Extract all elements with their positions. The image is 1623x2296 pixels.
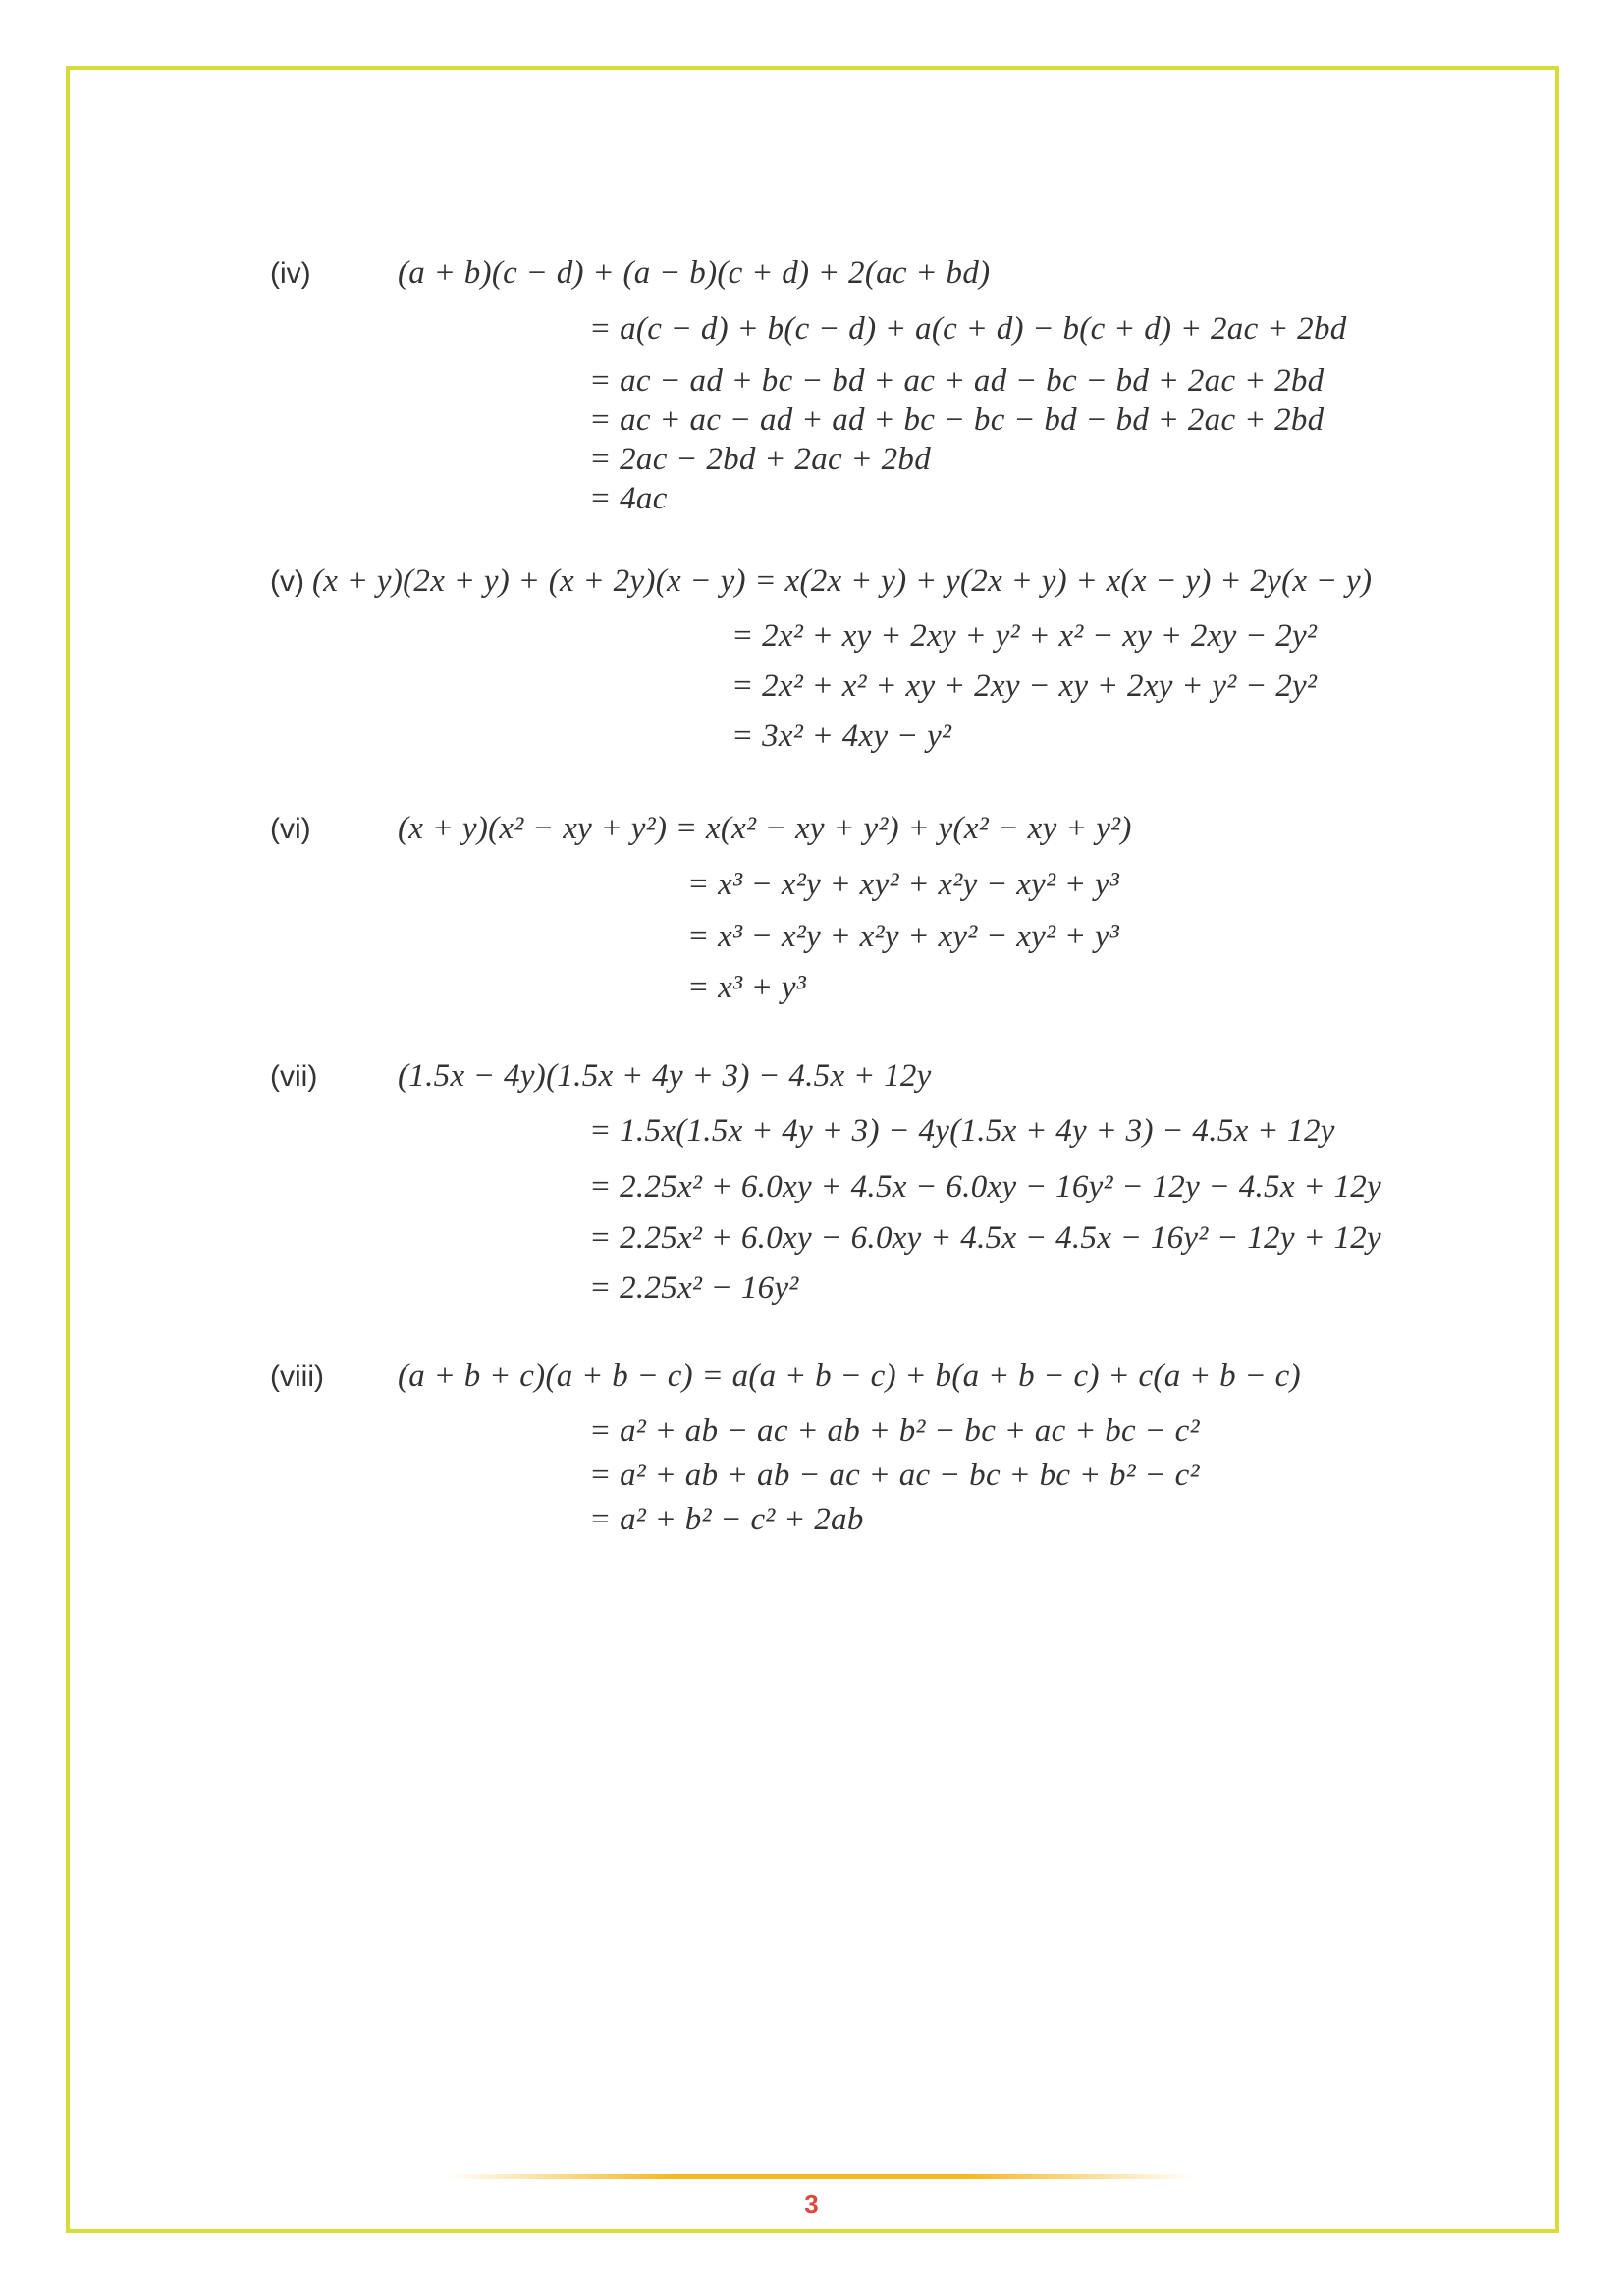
problem-label-v: (v) xyxy=(270,565,304,598)
equation-line: = x³ − x²y + xy² + x²y − xy² + y³ xyxy=(687,867,1120,902)
equation-line: = 2.25x² − 16y² xyxy=(589,1270,799,1306)
equation-line: = ac + ac − ad + ad + bc − bc − bd − bd + 2ac + 2bd xyxy=(589,402,1325,438)
equation-line: = x³ + y³ xyxy=(687,970,807,1005)
equation-line: = a² + b² − c² + 2ab xyxy=(589,1502,864,1537)
equation-line: = 2.25x² + 6.0xy + 4.5x − 6.0xy − 16y² − 12y − 4.5x + 12y xyxy=(589,1169,1382,1204)
equation-line: = 4ac xyxy=(589,481,668,516)
problem-label-viii: (viii) xyxy=(270,1361,324,1393)
problem-label-vi: (vi) xyxy=(270,813,311,845)
equation-line: = a² + ab − ac + ab + b² − bc + ac + bc − c² xyxy=(589,1414,1200,1449)
problem-label-vii: (vii) xyxy=(270,1060,318,1093)
page-number: 3 xyxy=(804,2189,819,2218)
equation-line: (a + b)(c − d) + (a − b)(c + d) + 2(ac + bd) xyxy=(398,255,991,291)
equation-line: = a² + ab + ab − ac + ac − bc + bc + b² − c² xyxy=(589,1458,1200,1493)
equation-line: = ac − ad + bc − bd + ac + ad − bc − bd + 2ac + 2bd xyxy=(589,363,1325,399)
equation-line: (x + y)(x² − xy + y²) = x(x² − xy + y²) + y(x² − xy + y²) xyxy=(398,811,1132,846)
equation-line: = x³ − x²y + x²y + xy² − xy² + y³ xyxy=(687,919,1120,954)
equation-line: (x + y)(2x + y) + (x + 2y)(x − y) = x(2x + y) + y(2x + y) + x(x − y) + 2y(x − y) xyxy=(312,563,1373,599)
equation-line: = 2.25x² + 6.0xy − 6.0xy + 4.5x − 4.5x − 16y² − 12y + 12y xyxy=(589,1220,1382,1255)
equation-line: = 2x² + x² + xy + 2xy − xy + 2xy + y² − 2y² xyxy=(731,668,1318,704)
footer-divider xyxy=(447,2174,1193,2179)
equation-line: = 3x² + 4xy − y² xyxy=(731,719,952,754)
equation-line: = 1.5x(1.5x + 4y + 3) − 4y(1.5x + 4y + 3) − 4.5x + 12y xyxy=(589,1113,1335,1148)
problem-label-iv: (iv) xyxy=(270,257,311,290)
equation-line: (a + b + c)(a + b − c) = a(a + b − c) + b(a + b − c) + c(a + b − c) xyxy=(398,1359,1301,1394)
equation-line: = 2x² + xy + 2xy + y² + x² − xy + 2xy − 2y² xyxy=(731,618,1318,654)
equation-line: = 2ac − 2bd + 2ac + 2bd xyxy=(589,442,932,477)
equation-line: = a(c − d) + b(c − d) + a(c + d) − b(c + d) + 2ac + 2bd xyxy=(589,311,1347,347)
equation-line: (1.5x − 4y)(1.5x + 4y + 3) − 4.5x + 12y xyxy=(398,1058,932,1094)
